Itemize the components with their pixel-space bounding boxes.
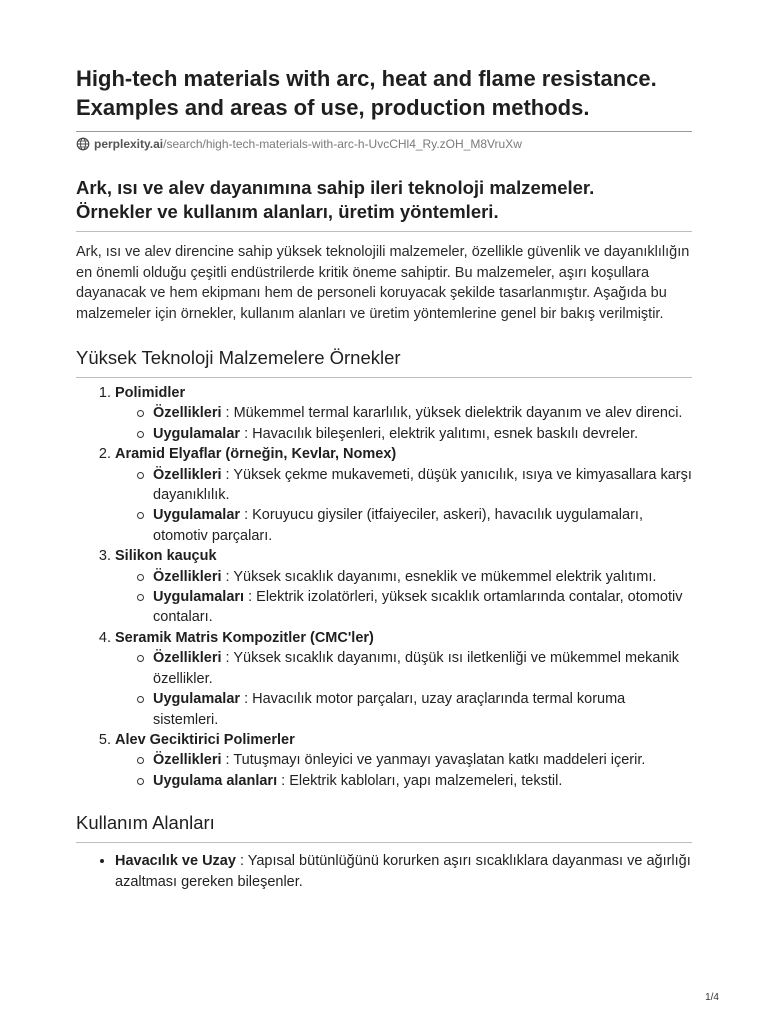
detail-item (131, 505, 692, 546)
detail-label: Uygulama alanları (153, 772, 278, 789)
material-details (115, 648, 692, 730)
detail-item (131, 750, 692, 770)
material-item (115, 628, 692, 730)
detail-text: : Elektrik izolatörleri, yüksek sıcaklık ortamlarında contalar, otomotiv contaları. (153, 589, 683, 626)
material-details (115, 465, 692, 547)
detail-item (131, 567, 692, 587)
document-title-line1: High-tech materials with arc, heat and flame resistance. (76, 66, 657, 91)
material-item (115, 383, 692, 444)
intro-paragraph: Ark, ısı ve alev direncine sahip yüksek teknolojili malzemeler, özellikle güvenlik ve dayanıklılığın en önemli olduğu çeşitli endüstrilerde kritik öneme sahiptir. Bu malzemeler, aşırı koşullara dayanacak ve hem ekipmanı hem de personeli koruyacak şekilde tasarlanmıştır. Aşağıda bu malzemeler için örnekler, kullanım alanları ve üretim yöntemlerine genel bir bakış verilmiştir. (76, 244, 690, 322)
detail-label: Özellikleri (153, 752, 222, 769)
examples-heading: Yüksek Teknoloji Malzemelere Örnekler (76, 347, 401, 368)
detail-text: : Elektrik kabloları, yapı malzemeleri, tekstil. (277, 772, 563, 789)
document-title (76, 64, 692, 122)
title-divider (76, 131, 692, 132)
material-details (115, 567, 692, 628)
detail-text: : Tutuşmayı önleyici ve yanmayı yavaşlatan katkı maddeleri içerir. (221, 752, 646, 769)
detail-label: Uygulamalar (153, 507, 241, 524)
material-item (115, 546, 692, 628)
detail-text: : Mükemmel termal kararlılık, yüksek dielektrik dayanım ve alev direnci. (221, 405, 683, 422)
detail-label: Özellikleri (153, 405, 222, 422)
usage-heading: Kullanım Alanları (76, 812, 215, 834)
detail-item (131, 424, 692, 444)
main-heading-line2: Örnekler ve kullanım alanları, üretim yöntemleri. (76, 201, 499, 222)
detail-item (131, 771, 692, 791)
examples-divider (76, 377, 692, 378)
detail-label: Uygulamaları (153, 589, 245, 606)
material-item (115, 730, 692, 791)
main-heading-line1: Ark, ısı ve alev dayanımına sahip ileri teknoloji malzemeler. (76, 177, 595, 198)
usage-item (115, 851, 692, 892)
detail-item (131, 648, 692, 689)
detail-label: Özellikleri (153, 568, 222, 585)
document-page (76, 64, 692, 892)
detail-label: Uygulamalar (153, 425, 241, 442)
material-details (115, 750, 692, 791)
document-title-line2: Examples and areas of use, production methods. (76, 95, 590, 120)
detail-item (131, 465, 692, 506)
source-domain[interactable]: perplexity.ai (94, 137, 164, 151)
material-name: Silikon kauçuk (115, 548, 217, 565)
material-item (115, 444, 692, 546)
page-number: 1/4 (705, 992, 719, 1003)
detail-label: Uygulamalar (153, 691, 241, 708)
usage-text: : Yapısal bütünlüğünü korurken aşırı sıcaklıklara dayanması ve ağırlığı azaltması gereken bileşenler. (115, 853, 691, 890)
globe-icon (76, 137, 90, 151)
material-name: Seramik Matris Kompozitler (CMC'ler) (115, 629, 374, 646)
detail-item (131, 689, 692, 730)
detail-text: : Yüksek sıcaklık dayanımı, esneklik ve mükemmel elektrik yalıtımı. (221, 568, 657, 585)
material-name: Polimidler (115, 385, 186, 401)
material-details (115, 403, 692, 444)
material-name: Aramid Elyaflar (örneğin, Kevlar, Nomex) (115, 446, 397, 463)
detail-text: : Havacılık bileşenleri, elektrik yalıtımı, esnek baskılı devreler. (240, 425, 639, 442)
source-link[interactable] (76, 136, 692, 152)
detail-text: : Havacılık motor parçaları, uzay araçlarında termal koruma sistemleri. (153, 691, 626, 728)
detail-text: : Yüksek çekme mukavemeti, düşük yanıcılık, ısıya ve kimyasallara karşı dayanıklılık. (153, 466, 692, 504)
usage-divider (76, 842, 692, 843)
detail-item (131, 587, 692, 628)
detail-text: : Koruyucu giysiler (itfaiyeciler, askeri), havacılık uygulamaları, otomotiv parçaları. (153, 507, 643, 544)
detail-label: Özellikleri (153, 466, 222, 483)
materials-list (76, 383, 692, 791)
usage-list (76, 851, 692, 892)
detail-label: Özellikleri (153, 650, 222, 667)
detail-text: : Yüksek sıcaklık dayanımı, düşük ısı iletkenliği ve mükemmel mekanik özellikler. (153, 650, 679, 687)
main-heading-divider (76, 231, 692, 232)
main-heading (76, 176, 692, 224)
detail-item (131, 403, 692, 423)
material-name: Alev Geciktirici Polimerler (115, 731, 295, 748)
usage-label: Havacılık ve Uzay (115, 853, 236, 870)
source-path[interactable]: /search/high-tech-materials-with-arc-h-UvcCHl4_Ry.zOH_M8VruXw (163, 137, 522, 151)
